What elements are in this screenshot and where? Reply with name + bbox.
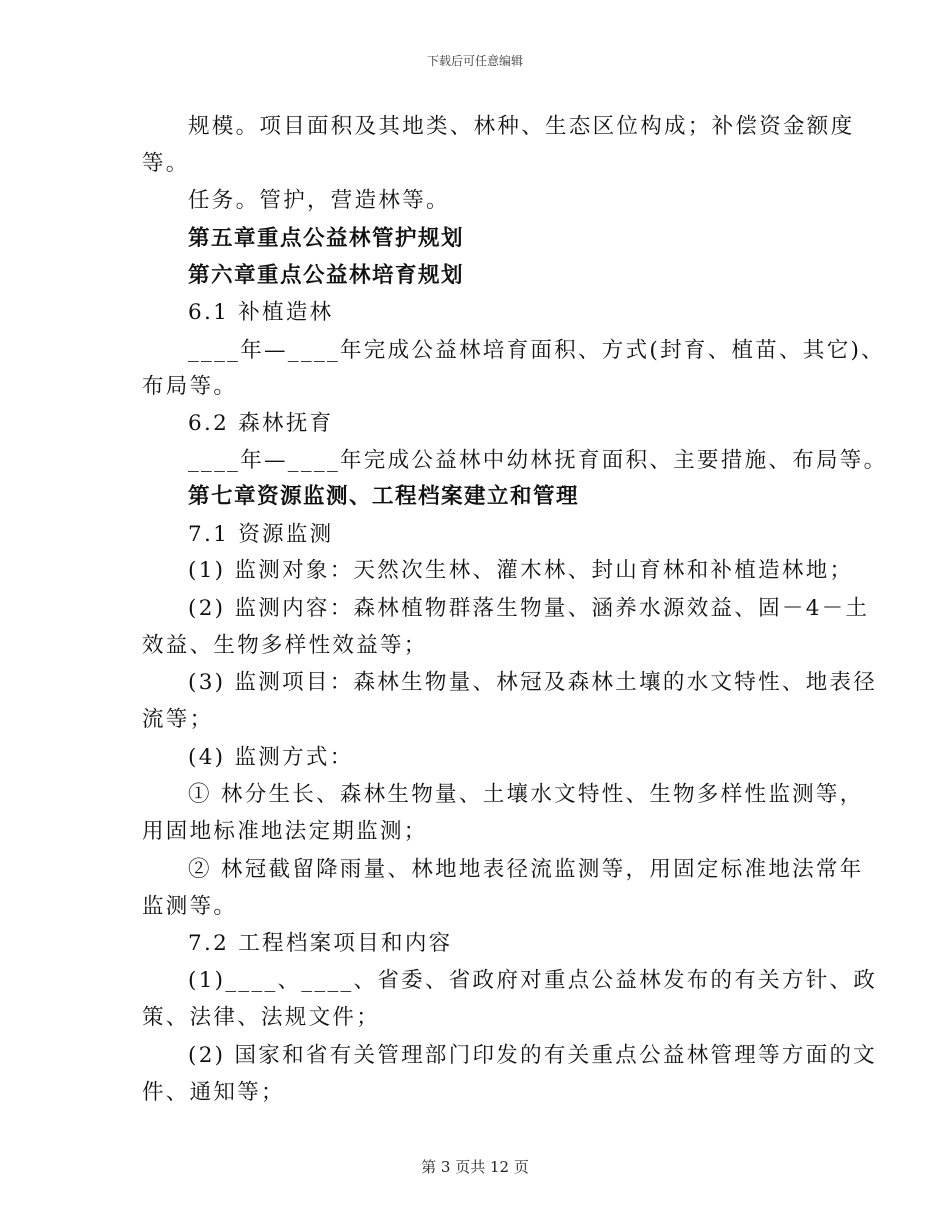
text-line: 用固地标准地法定期监测； <box>142 819 428 844</box>
section-heading: 6.2 森林抚育 <box>188 411 334 436</box>
text-line: 任务。管护，营造林等。 <box>188 188 450 213</box>
list-item: (2) 国家和省有关管理部门印发的有关重点公益林管理等方面的文 <box>188 1043 878 1068</box>
text-line: ____年—____年完成公益林培育面积、方式(封育、植苗、其它)、 <box>188 338 885 363</box>
chapter-heading: 第五章重点公益林管护规划 <box>188 226 465 251</box>
page-footer: 第 3 页共 12 页 <box>421 1158 529 1176</box>
text-line: 等。 <box>142 151 190 176</box>
list-item: ① 林分生长、森林生物量、土壤水文特性、生物多样性监测等， <box>188 782 864 807</box>
text-line: 件、通知等； <box>142 1080 285 1105</box>
list-item: (2) 监测内容：森林植物群落生物量、涵养水源效益、固－4－土 <box>188 596 870 621</box>
list-item: ② 林冠截留降雨量、林地地表径流监测等，用固定标准地法常年 <box>188 857 864 882</box>
text-line: 流等； <box>142 707 214 732</box>
text-line: 监测等。 <box>142 894 238 919</box>
section-heading: 7.2 工程档案项目和内容 <box>188 931 453 956</box>
text-line: 规模。项目面积及其地类、林种、生态区位构成；补偿资金额度 <box>188 114 855 139</box>
text-line: 效益、生物多样性效益等； <box>142 633 428 658</box>
text-line: ____年—____年完成公益林中幼林抚育面积、主要措施、布局等。 <box>188 448 888 473</box>
text-line: 策、法律、法规文件； <box>142 1005 381 1030</box>
page-header: 下载后可任意编辑 <box>426 54 523 68</box>
list-item: (1) 监测对象：天然次生林、灌木林、封山育林和补植造林地； <box>188 558 854 583</box>
chapter-heading: 第七章资源监测、工程档案建立和管理 <box>188 484 580 509</box>
list-item: (3) 监测项目：森林生物量、林冠及森林土壤的水文特性、地表径 <box>188 670 878 695</box>
list-item: (1)____、____、省委、省政府对重点公益林发布的有关方针、政 <box>188 968 878 993</box>
section-heading: 7.1 资源监测 <box>188 522 334 547</box>
chapter-heading: 第六章重点公益林培育规划 <box>188 263 465 288</box>
text-line: 布局等。 <box>142 374 238 399</box>
list-item: (4) 监测方式： <box>188 745 354 770</box>
section-heading: 6.1 补植造林 <box>188 300 334 325</box>
